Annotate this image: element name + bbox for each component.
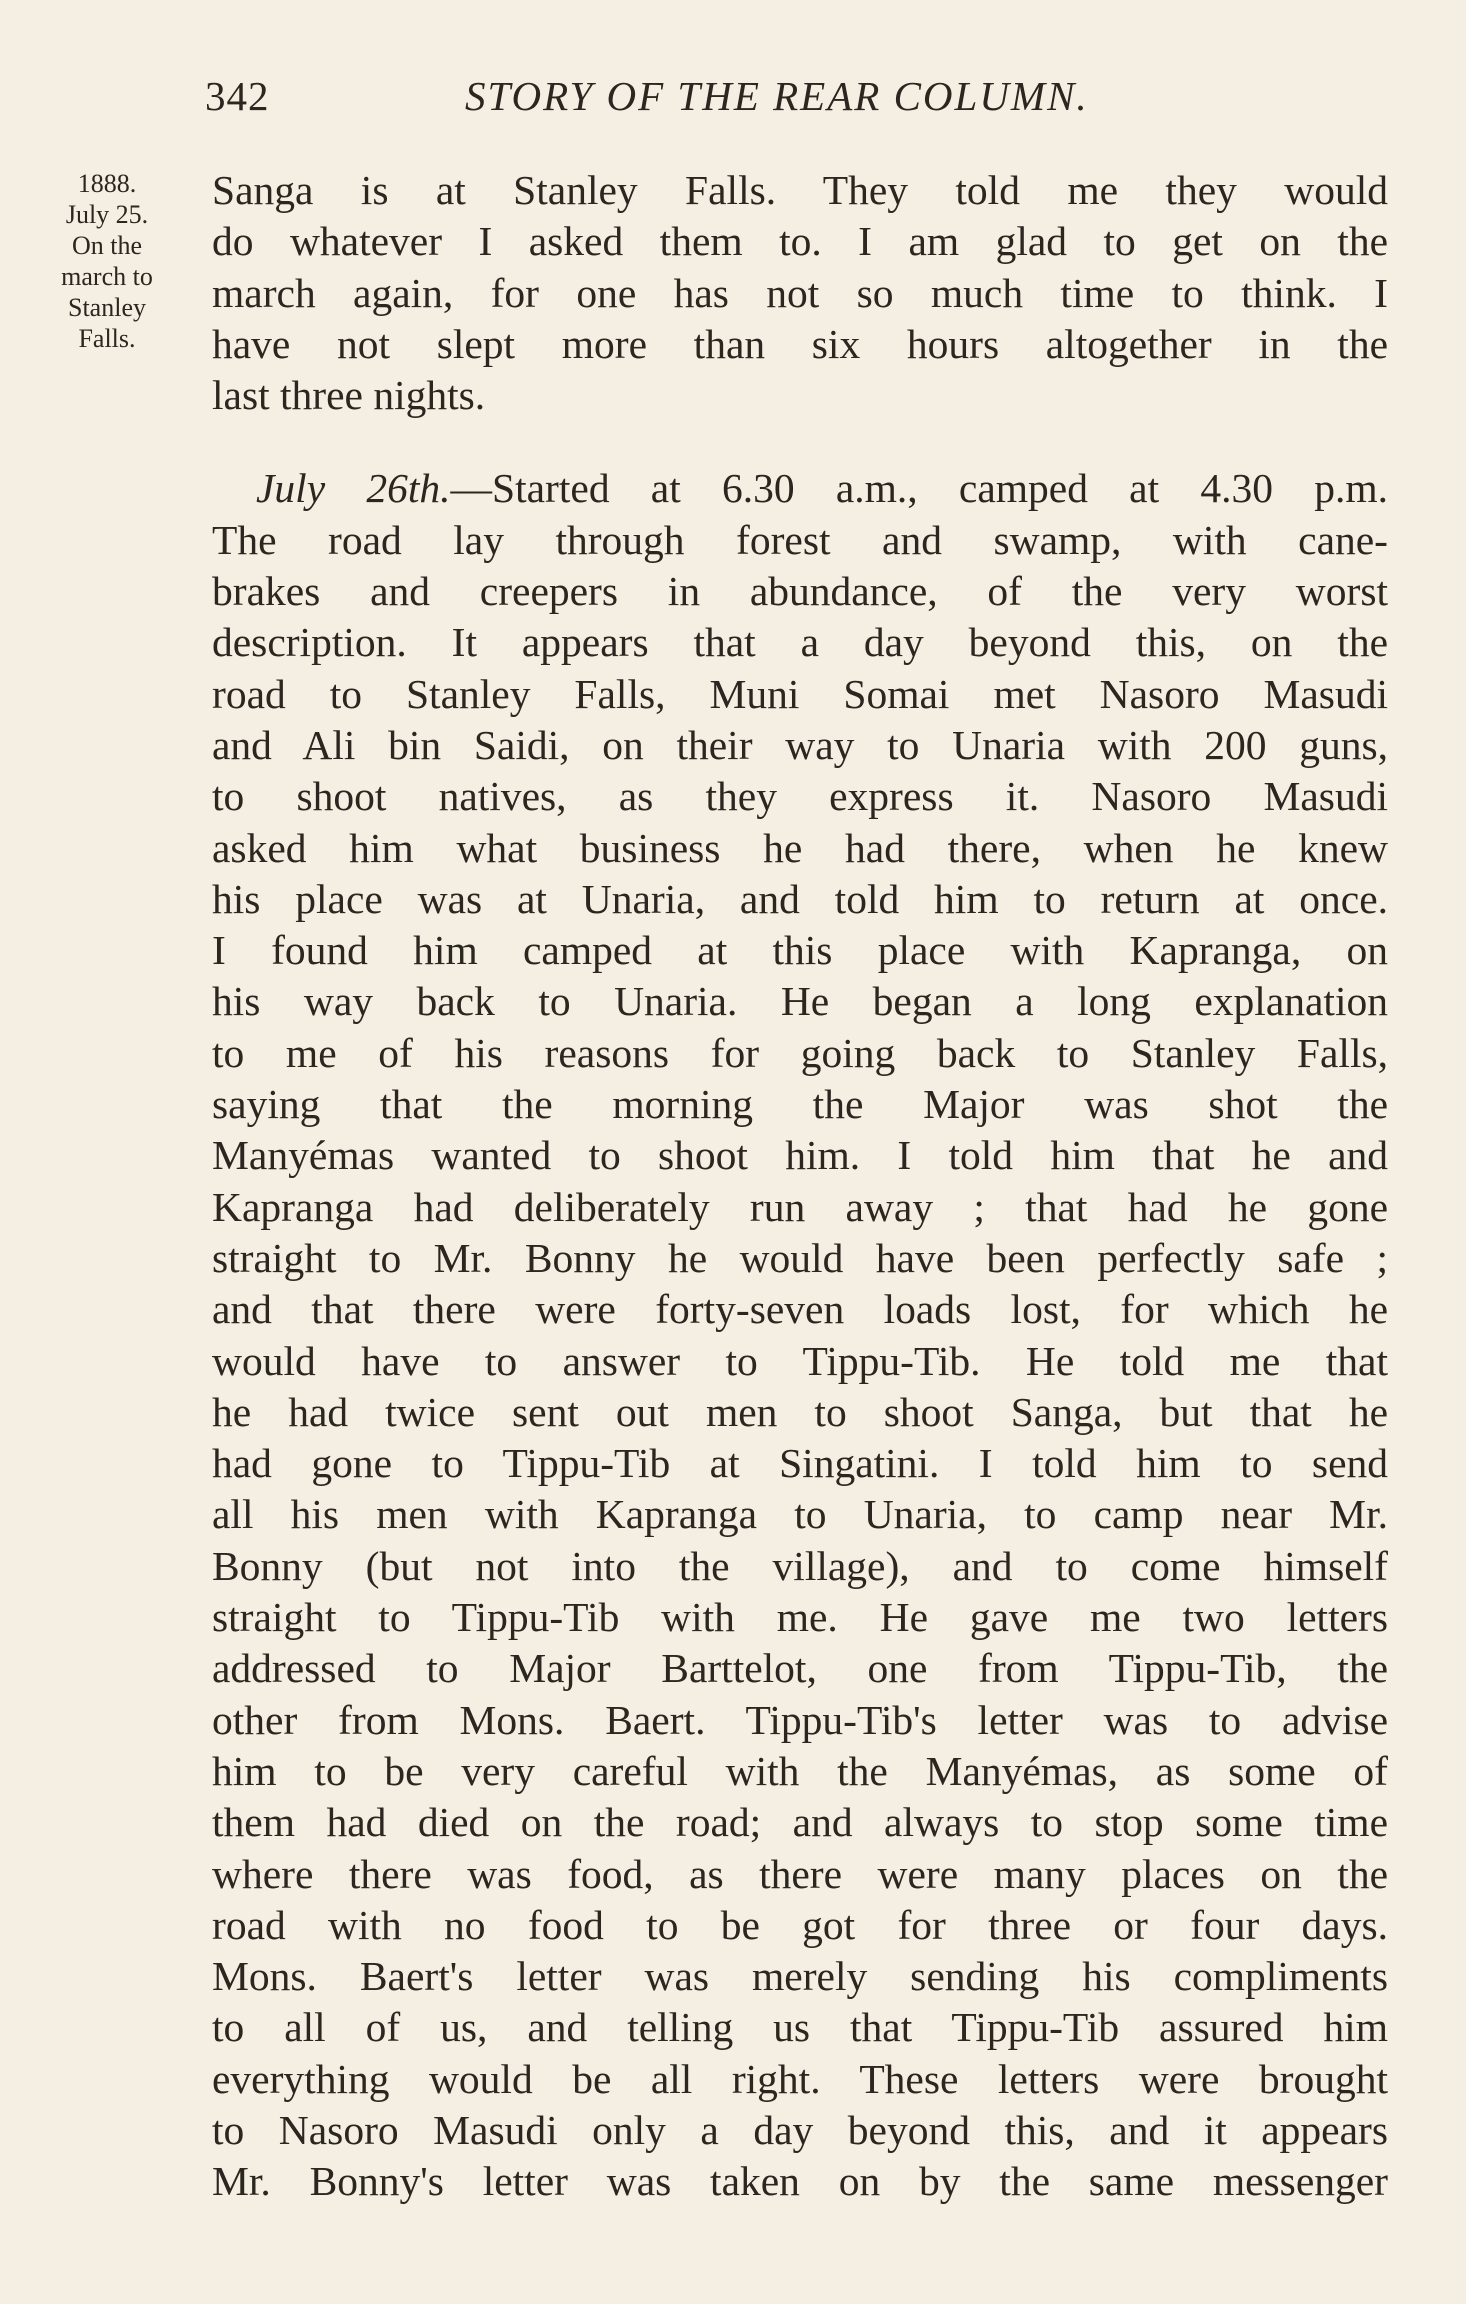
text-line: Kapranga had deliberately run away ; that had he gone <box>212 1183 1388 1230</box>
margin-note <box>18 168 196 354</box>
running-head <box>205 66 1155 126</box>
paragraph <box>212 463 1388 2207</box>
entry-text: —Started at 6.30 a.m., camped at 4.30 p.m. <box>450 465 1388 512</box>
text-line: last three nights. <box>212 372 486 419</box>
text-line: would have to answer to Tippu-Tib. He told me that <box>212 1337 1388 1384</box>
text-line: straight to Tippu-Tib with me. He gave me two letters <box>212 1594 1388 1641</box>
text-line: have not slept more than six hours altogether in the <box>212 320 1388 367</box>
page-number: 342 <box>205 73 270 119</box>
text-line <box>212 463 1388 514</box>
text-line: and Ali bin Saidi, on their way to Unaria with 200 guns, <box>212 721 1388 768</box>
text-line: to all of us, and telling us that Tippu-Tib assured him <box>212 2004 1388 2051</box>
text-line: his place was at Unaria, and told him to return at once. <box>212 875 1388 922</box>
text-line: his way back to Unaria. He began a long explanation <box>212 978 1388 1025</box>
text-line: and that there were forty-seven loads lost, for which he <box>212 1286 1388 1333</box>
text-line: he had twice sent out men to shoot Sanga, but that he <box>212 1388 1388 1435</box>
text-line: to Nasoro Masudi only a day beyond this, and it appears <box>212 2106 1388 2153</box>
text-line: them had died on the road; and always to stop some time <box>212 1799 1388 1846</box>
text-line: Mons. Baert's letter was merely sending his compliments <box>212 1953 1388 2000</box>
running-title: STORY OF THE REAR COLUMN. <box>465 73 1089 119</box>
text-line: Manyémas wanted to shoot him. I told him that he and <box>212 1132 1388 1179</box>
text-line: asked him what business he had there, when he knew <box>212 824 1388 871</box>
text-line: brakes and creepers in abundance, of the very worst <box>212 568 1388 615</box>
text-line: other from Mons. Baert. Tippu-Tib's letter was to advise <box>212 1696 1388 1743</box>
margin-note-line: July 25. <box>65 200 149 229</box>
text-line: had gone to Tippu-Tib at Singatini. I told him to send <box>212 1440 1388 1487</box>
text-line: I found him camped at this place with Kapranga, on <box>212 927 1388 974</box>
text-line: Bonny (but not into the village), and to come himself <box>212 1542 1388 1589</box>
margin-note-line: On the <box>71 231 143 260</box>
paragraph <box>212 165 1388 421</box>
text-line: addressed to Major Barttelot, one from Tippu-Tib, the <box>212 1645 1388 1692</box>
text-line: him to be very careful with the Manyémas, as some of <box>212 1747 1388 1794</box>
text-line: to me of his reasons for going back to Stanley Falls, <box>212 1029 1388 1076</box>
text-line: march again, for one has not so much time to think. I <box>212 269 1388 316</box>
text-line: straight to Mr. Bonny he would have been perfectly safe ; <box>212 1234 1388 1281</box>
margin-note-line: march to <box>61 262 153 291</box>
text-line: road to Stanley Falls, Muni Somai met Nasoro Masudi <box>212 670 1388 717</box>
entry-date: July 26th. <box>256 465 451 512</box>
text-line: saying that the morning the Major was shot the <box>212 1081 1388 1128</box>
text-line: to shoot natives, as they express it. Nasoro Masudi <box>212 773 1388 820</box>
body-text <box>212 165 1388 2208</box>
text-line: The road lay through forest and swamp, with cane- <box>212 516 1388 563</box>
margin-note-line: Falls. <box>78 324 136 353</box>
text-line: road with no food to be got for three or four days. <box>212 1901 1388 1948</box>
text-line: everything would be all right. These letters were brought <box>212 2055 1388 2102</box>
text-line: do whatever I asked them to. I am glad to get on the <box>212 218 1388 265</box>
margin-note-line: 1888. <box>77 169 137 198</box>
text-line: Mr. Bonny's letter was taken on by the same messenger <box>212 2158 1388 2205</box>
text-line: all his men with Kapranga to Unaria, to camp near Mr. <box>212 1491 1388 1538</box>
text-line: Sanga is at Stanley Falls. They told me they would <box>212 167 1388 213</box>
margin-note-line: Stanley <box>68 293 146 322</box>
text-line: where there was food, as there were many places on the <box>212 1850 1388 1897</box>
text-line: description. It appears that a day beyond this, on the <box>212 619 1388 666</box>
